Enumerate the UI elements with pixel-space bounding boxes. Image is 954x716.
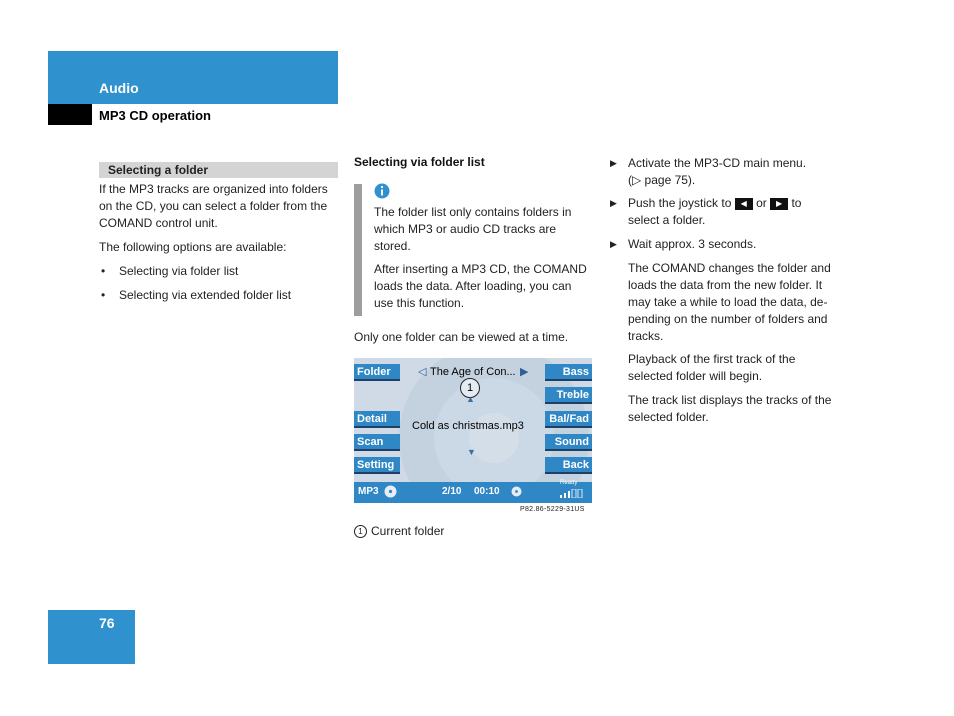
folder-next-icon[interactable]: ▶ [520,366,529,378]
step-1: Activate the MP3-CD main menu. (▷ page 75). [628,156,807,187]
arrow-up-icon[interactable]: ▲ [466,394,475,404]
arrow-down-icon[interactable]: ▼ [467,447,476,457]
subsection-heading: Selecting via folder list [354,155,485,169]
bullet-dot: • [101,264,106,278]
step-3: Wait approx. 3 seconds. [628,237,757,251]
status-disc-icon [511,486,522,497]
caption-number: 1 [354,525,367,538]
folder-name: The Age of Con... [430,366,516,378]
signal-strength-icon [560,489,590,498]
page-number-box [48,610,135,664]
disc-icon [384,485,397,498]
info-note-text-2: After inserting a MP3 CD, the COMAND loads the data. After loading, you can use this function. [374,262,587,310]
info-note-bar [354,184,362,316]
header-black-tab [48,104,92,125]
step-marker-icon: ▶ [610,158,617,168]
page-title: Audio [99,80,139,96]
options-intro: The following options are available: [99,240,287,254]
result-paragraph-1: The COMAND changes the folder and loads the data from the new folder. It may take a while to load the data, de- pending on the number of folders and tracks. [628,261,831,343]
intro-paragraph: If the MP3 tracks are organized into folders on the CD, you can select a folder from the COMAND control unit. [99,182,328,230]
joystick-right-icon: ▶ [770,198,788,210]
track-counter: 2/10 [442,486,462,497]
ready-label: Ready [560,480,578,486]
bass-button[interactable]: Bass [545,364,592,381]
option-item: Selecting via extended folder list [119,288,292,302]
joystick-left-icon: ◀ [735,198,753,210]
folder-prev-icon[interactable]: ◁ [418,366,427,378]
detail-button[interactable]: Detail [354,411,400,428]
sound-button[interactable]: Sound [545,434,592,451]
step-marker-icon: ▶ [610,198,617,208]
result-paragraph-3: The track list displays the tracks of the selected folder. [628,393,832,424]
folder-button[interactable]: Folder [354,364,400,381]
play-time: 00:10 [474,486,500,497]
balfad-button[interactable]: Bal/Fad [545,411,592,428]
page-number: 76 [99,615,115,631]
info-note-text-1: The folder list only contains folders in which MP3 or audio CD tracks are stored. [374,205,572,253]
step-2: Push the joystick to ◀ or ▶ to select a folder. [628,196,802,227]
only-one-note: Only one folder can be viewed at a time. [354,330,569,344]
bullet-dot: • [101,288,106,302]
comand-display [354,358,592,503]
figure-caption [354,523,444,540]
treble-button[interactable]: Treble [545,387,592,404]
header-band [48,51,338,104]
setting-button[interactable]: Setting [354,457,400,474]
scan-button[interactable]: Scan [354,434,400,451]
source-label: MP3 [358,486,379,497]
section-heading: Selecting a folder [108,163,209,177]
info-icon [374,183,390,199]
track-name: Cold as christmas.mp3 [412,420,524,432]
callout-marker: 1 [460,378,480,398]
figure-reference: P82.86-5229-31US [520,506,585,513]
step-marker-icon: ▶ [610,239,617,249]
result-paragraph-2: Playback of the first track of the selected folder will begin. [628,352,796,383]
page-subtitle: MP3 CD operation [99,108,211,123]
back-button[interactable]: Back [545,457,592,474]
caption-text: Current folder [371,524,445,538]
option-item: Selecting via folder list [119,264,239,278]
